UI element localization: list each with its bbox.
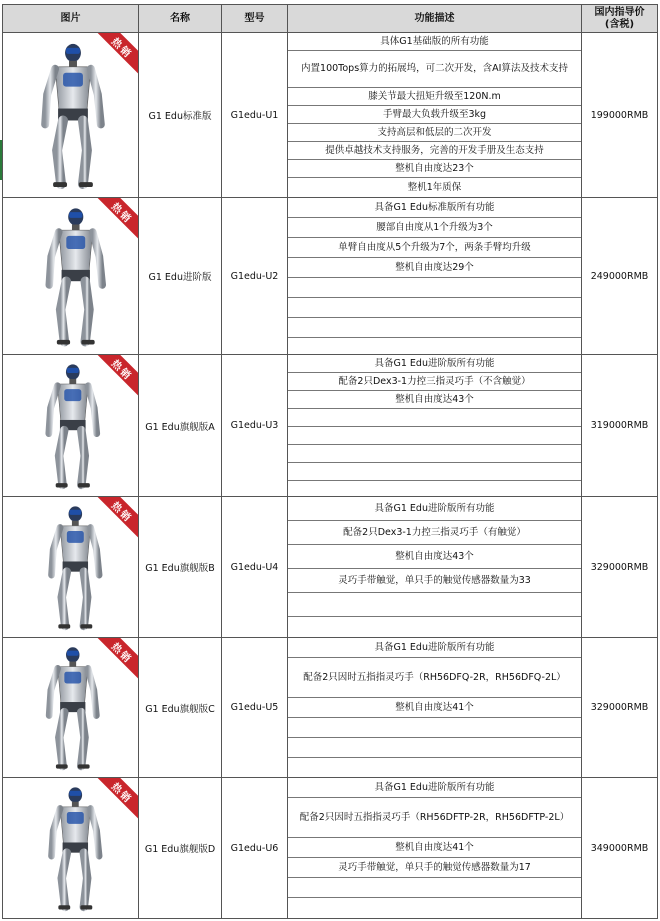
product-image-cell: [2, 198, 139, 355]
feature-item: [288, 758, 581, 777]
feature-list: [288, 355, 582, 497]
header-name: 名称: [139, 4, 222, 33]
product-image-cell: [2, 778, 139, 919]
feature-item: 腰部自由度从1个升级为3个: [288, 218, 581, 238]
feature-item: 具备G1 Edu标准版所有功能: [288, 198, 581, 218]
feature-item: 具备G1 Edu进阶版所有功能: [288, 638, 581, 658]
feature-item: 配备2只Dex3-1力控三指灵巧手（不含触觉）: [288, 373, 581, 391]
feature-item: [288, 738, 581, 758]
feature-item: [288, 718, 581, 738]
product-price: 329000RMB: [582, 638, 658, 778]
product-image-cell: [2, 355, 139, 497]
feature-item: 整机自由度达43个: [288, 391, 581, 409]
feature-item: [288, 617, 581, 637]
feature-list: [288, 778, 582, 919]
product-model: G1edu-U2: [222, 198, 288, 355]
feature-list: [288, 33, 582, 198]
feature-item: 整机自由度达43个: [288, 545, 581, 569]
feature-item: [288, 278, 581, 298]
feature-item: [288, 427, 581, 445]
feature-item: 支持高层和低层的二次开发: [288, 124, 581, 142]
product-name: G1 Edu进阶版: [139, 198, 222, 355]
feature-item: 膝关节最大扭矩升级至120N.m: [288, 88, 581, 106]
product-name: G1 Edu旗舰版C: [139, 638, 222, 778]
feature-item: 内置100Tops算力的拓展坞，可二次开发，含AI算法及技术支持: [288, 51, 581, 88]
feature-item: 具体G1基础版的所有功能: [288, 33, 581, 51]
feature-list: [288, 638, 582, 778]
feature-item: [288, 593, 581, 617]
product-price: 249000RMB: [582, 198, 658, 355]
feature-item: 单臂自由度从5个升级为7个，两条手臂均升级: [288, 238, 581, 258]
hot-sale-badge: 热销: [95, 33, 139, 75]
product-model: G1edu-U3: [222, 355, 288, 497]
hot-sale-badge: 热销: [95, 778, 139, 820]
product-image-cell: [2, 497, 139, 638]
product-model: G1edu-U4: [222, 497, 288, 638]
header-image: 图片: [2, 4, 139, 33]
hot-sale-badge: 热销: [95, 638, 139, 680]
feature-item: 具备G1 Edu进阶版所有功能: [288, 497, 581, 521]
feature-list: [288, 497, 582, 638]
feature-item: [288, 298, 581, 318]
product-price: 199000RMB: [582, 33, 658, 198]
feature-item: [288, 445, 581, 463]
hot-sale-badge: 热销: [95, 355, 139, 397]
feature-item: 配备2只Dex3-1力控三指灵巧手（有触觉）: [288, 521, 581, 545]
feature-item: [288, 338, 581, 354]
feature-item: [288, 318, 581, 338]
product-image-cell: [2, 33, 139, 198]
product-price: 349000RMB: [582, 778, 658, 919]
feature-item: [288, 898, 581, 918]
robot-image: [3, 33, 139, 197]
feature-item: 手臂最大负载升级至3kg: [288, 106, 581, 124]
product-model: G1edu-U6: [222, 778, 288, 919]
robot-image: [3, 198, 139, 354]
product-price: 329000RMB: [582, 497, 658, 638]
product-price: 319000RMB: [582, 355, 658, 497]
feature-item: 整机自由度达29个: [288, 258, 581, 278]
header-price: 国内指导价 (含税): [582, 4, 658, 33]
product-name: G1 Edu旗舰版B: [139, 497, 222, 638]
product-model: G1edu-U1: [222, 33, 288, 198]
hot-sale-badge: 热销: [95, 198, 139, 240]
feature-item: 整机1年质保: [407, 181, 462, 193]
hot-sale-badge: 热销: [95, 497, 139, 539]
feature-item: 配备2只因时五指指灵巧手（RH56DFQ-2R，RH56DFQ-2L）: [288, 658, 581, 698]
feature-item: 具备G1 Edu进阶版所有功能: [288, 778, 581, 798]
feature-item: [288, 409, 581, 427]
feature-item: 提供卓越技术支持服务，完善的开发手册及生态支持: [288, 142, 581, 160]
feature-item: [288, 481, 581, 496]
feature-item: 整机自由度达41个: [288, 698, 581, 718]
product-name: G1 Edu旗舰版A: [139, 355, 222, 497]
header-features: 功能描述: [288, 4, 582, 33]
feature-item: [288, 463, 581, 481]
feature-list: [288, 198, 582, 355]
feature-item: 灵巧手带触觉，单只手的触觉传感器数量为33: [288, 569, 581, 593]
product-name: G1 Edu旗舰版D: [139, 778, 222, 919]
header-model: 型号: [222, 4, 288, 33]
feature-item: 具备G1 Edu进阶版所有功能: [288, 355, 581, 373]
feature-item: [288, 878, 581, 898]
product-model: G1edu-U5: [222, 638, 288, 778]
feature-item: 配备2只因时五指指灵巧手（RH56DFTP-2R，RH56DFTP-2L）: [288, 798, 581, 838]
feature-item: 整机自由度达41个: [288, 838, 581, 858]
product-image-cell: [2, 638, 139, 778]
product-name: G1 Edu标准版: [139, 33, 222, 198]
feature-item: 灵巧手带触觉，单只手的触觉传感器数量为17: [288, 858, 581, 878]
feature-item: 整机自由度达23个: [288, 160, 581, 178]
